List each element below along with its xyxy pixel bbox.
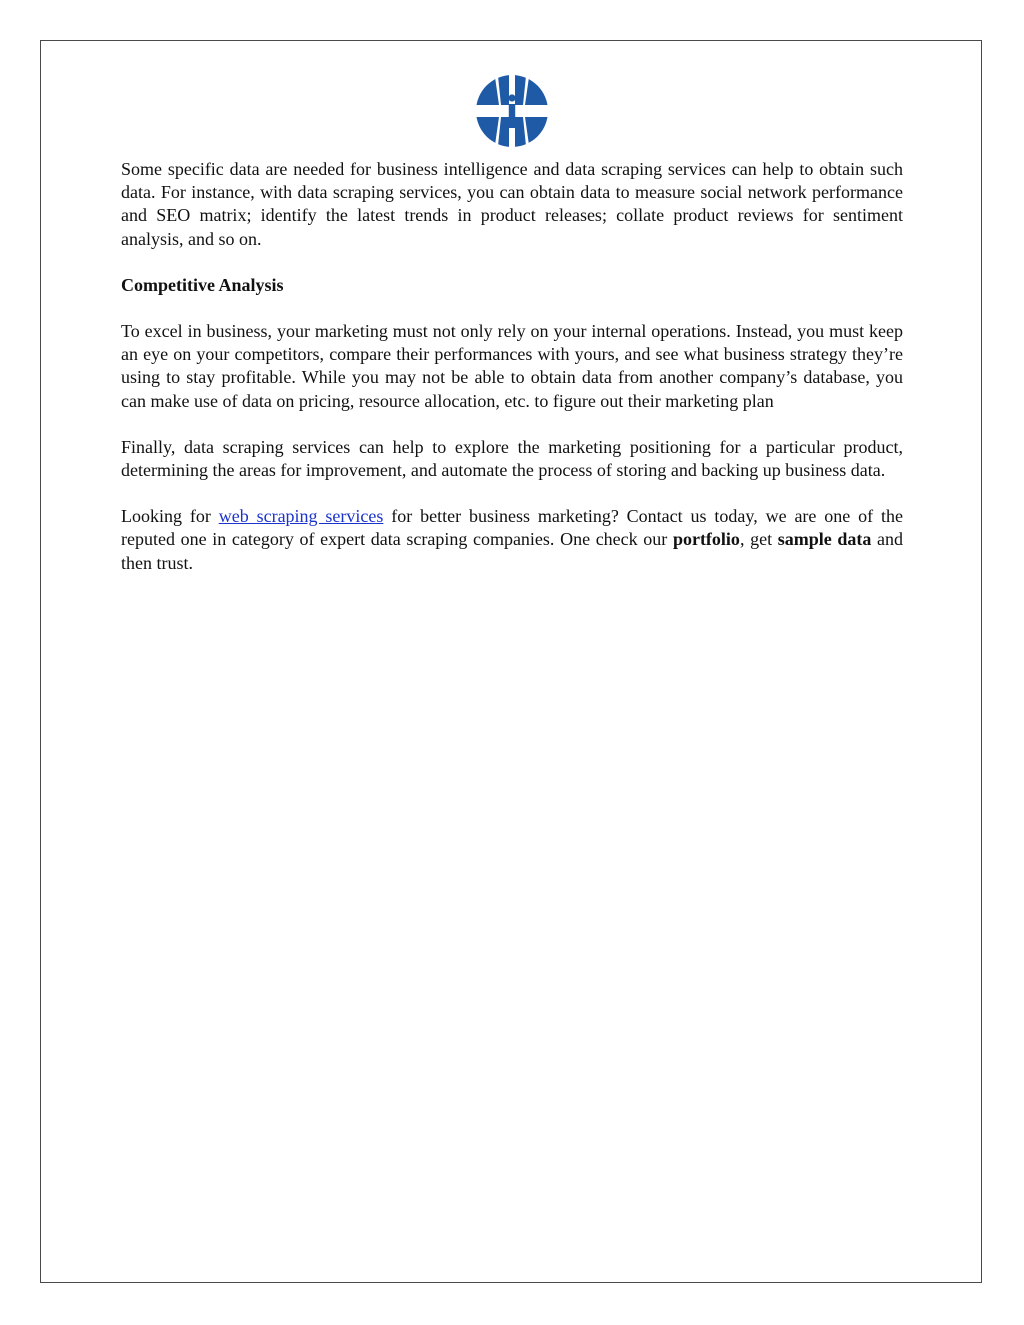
- contact-paragraph: [121, 505, 903, 575]
- portfolio-bold: portfolio: [672, 529, 740, 550]
- document-body: [121, 158, 903, 598]
- intro-paragraph: Some specific data are needed for business intelligence and data scraping services can help to obtain such data. For instance, with data scraping services, you can obtain data to measure social network performance and SEO matrix; identify the latest trends in product releases; collate product reviews for sentiment analysis, and so on.: [121, 159, 903, 249]
- finally-paragraph: Finally, data scraping services can help to explore the marketing positioning for a particular product, determining the areas for improvement, and automate the process of storing and backing up business data.: [121, 436, 903, 481]
- globe-logo-icon: [473, 74, 551, 148]
- competitive-analysis-paragraph: To excel in business, your marketing must not only rely on your internal operations. Instead, you must keep an eye on your competitors, compare their performances with yours, and see what business strategy they’re using to stay profitable. While you may not be able to obtain data from another company’s database, you can make use of data on pricing, resource allocation, etc. to figure out their marketing plan: [121, 321, 903, 411]
- web-scraping-services-link[interactable]: web scraping services: [218, 506, 384, 527]
- contact-text-end: and then trust.: [121, 529, 903, 573]
- contact-text-start: Looking for: [121, 506, 219, 527]
- contact-text-middle: for better business marketing? Contact us today, we are one of the reputed one in category of expert data scraping companies. One check our: [121, 506, 903, 550]
- contact-text-get: , get: [739, 529, 778, 550]
- section-heading: Competitive Analysis: [121, 274, 284, 295]
- sample-data-bold: sample data: [777, 529, 872, 550]
